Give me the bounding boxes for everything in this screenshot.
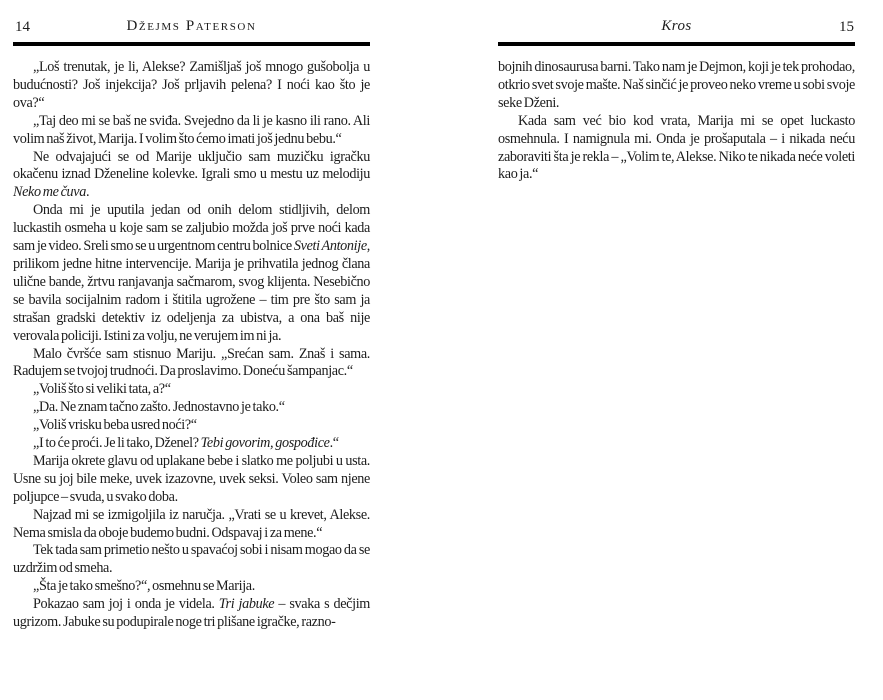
page-right-header xyxy=(498,16,855,38)
running-header-title: Kros xyxy=(661,18,692,34)
paragraph: Ne odvajajući se od Marije uključio sam muzičku igračku okačenu iznad Dženeline kolevke. Igrali smo u mestu uz melodiju Neko me čuva. xyxy=(13,148,370,201)
page-right-body xyxy=(498,59,855,184)
paragraph: „Voliš što si veliki tata, a?“ xyxy=(33,381,171,398)
header-rule-left xyxy=(13,42,370,46)
paragraph: „Loš trenutak, je li, Alekse? Zamišljaš još mnogo gušobolja u budućnosti? Još injekcija? Još prljavih pelena? I noći kao što je ova?“ xyxy=(13,59,370,111)
paragraph: Najzad mi se izmigoljila iz naručja. „Vrati se u krevet, Alekse. Nema smisla da oboje budemo budni. Odspavaj i za mene.“ xyxy=(13,506,370,541)
paragraph: Kada sam već bio kod vrata, Marija mi se opet luckasto osmehnula. I namignula mi. Onda je prošaputala – i nikada neću zaboraviti šta je rekla – „Volim te, Alekse. Niko te nikada neće voleti kao ja.“ xyxy=(498,112,855,183)
page-number-right: 15 xyxy=(839,19,854,35)
paragraph: Pokazao sam joj i onda je videla. Tri jabuke – svaka s dečjim ugrizom. Jabuke su podupirale noge tri plišane igračke, razno- xyxy=(13,596,370,631)
paragraph: „Da. Ne znam tačno zašto. Jednostavno je tako.“ xyxy=(33,399,285,416)
paragraph: „Voliš vrisku beba usred noći?“ xyxy=(33,417,197,434)
paragraph: bojnih dinosaurusa barni. Tako nam je Dejmon, koji je tek prohodao, otkrio svet svoje mašte. Naš sinčić je proveo neko vreme u sobi svoje seke Dženi. xyxy=(498,59,855,111)
paragraph: Marija okrete glavu od uplakane bebe i slatko me poljubi u usta. Usne su joj bile meke, uvek izazovne, uvek seksi. Voleo sam njene poljupce – svuda, u svako doba. xyxy=(13,452,370,505)
paragraph: „Taj deo mi se baš ne sviđa. Svejedno da li je kasno ili rano. Ali volim naš život, Marija. I volim što ćemo imati još jednu bebu.“ xyxy=(13,112,370,147)
page-left-header xyxy=(13,16,370,38)
paragraph: Onda mi je uputila jedan od onih delom stidljivih, delom luckastih osmeha u koje sam se zaljubio možda još prve noći kada sam je video. Sreli smo se u urgentnom centru bolnice Sveti Antonije, prilikom jedne hitne intervencije. Marija je prihvatila jednog člana ulične bande, žrtvu ranjavanja sačmarom, svog klijenta. Nesebično se bavila socijalnim radom i štitila ugrožene – tim pre što sam ja strašan gradski detektiv iz odeljenja za ubistva, a ona baš nije verovala policiji. Istini za volju, ne verujem im ni ja. xyxy=(13,202,370,344)
page-number-left: 14 xyxy=(15,19,30,35)
paragraph: „Šta je tako smešno?“, osmehnu se Marija. xyxy=(33,578,255,595)
running-header-author: Džejms Paterson xyxy=(126,18,257,34)
paragraph: Tek tada sam primetio nešto u spavaćoj sobi i nisam mogao da se uzdržim od smeha. xyxy=(13,542,370,577)
paragraph: Malo čvršće sam stisnuo Mariju. „Srećan sam. Znaš i sama. Radujem se tvojoj trudnoći. Da proslavimo. Doneću šampanjac.“ xyxy=(13,345,370,380)
page-left xyxy=(13,16,370,632)
page-left-body xyxy=(13,59,370,632)
paragraph: „I to će proći. Je li tako, Dženel? Tebi govorim, gospođice.“ xyxy=(33,435,339,452)
header-rule-right xyxy=(498,42,855,46)
page-right xyxy=(498,16,855,184)
